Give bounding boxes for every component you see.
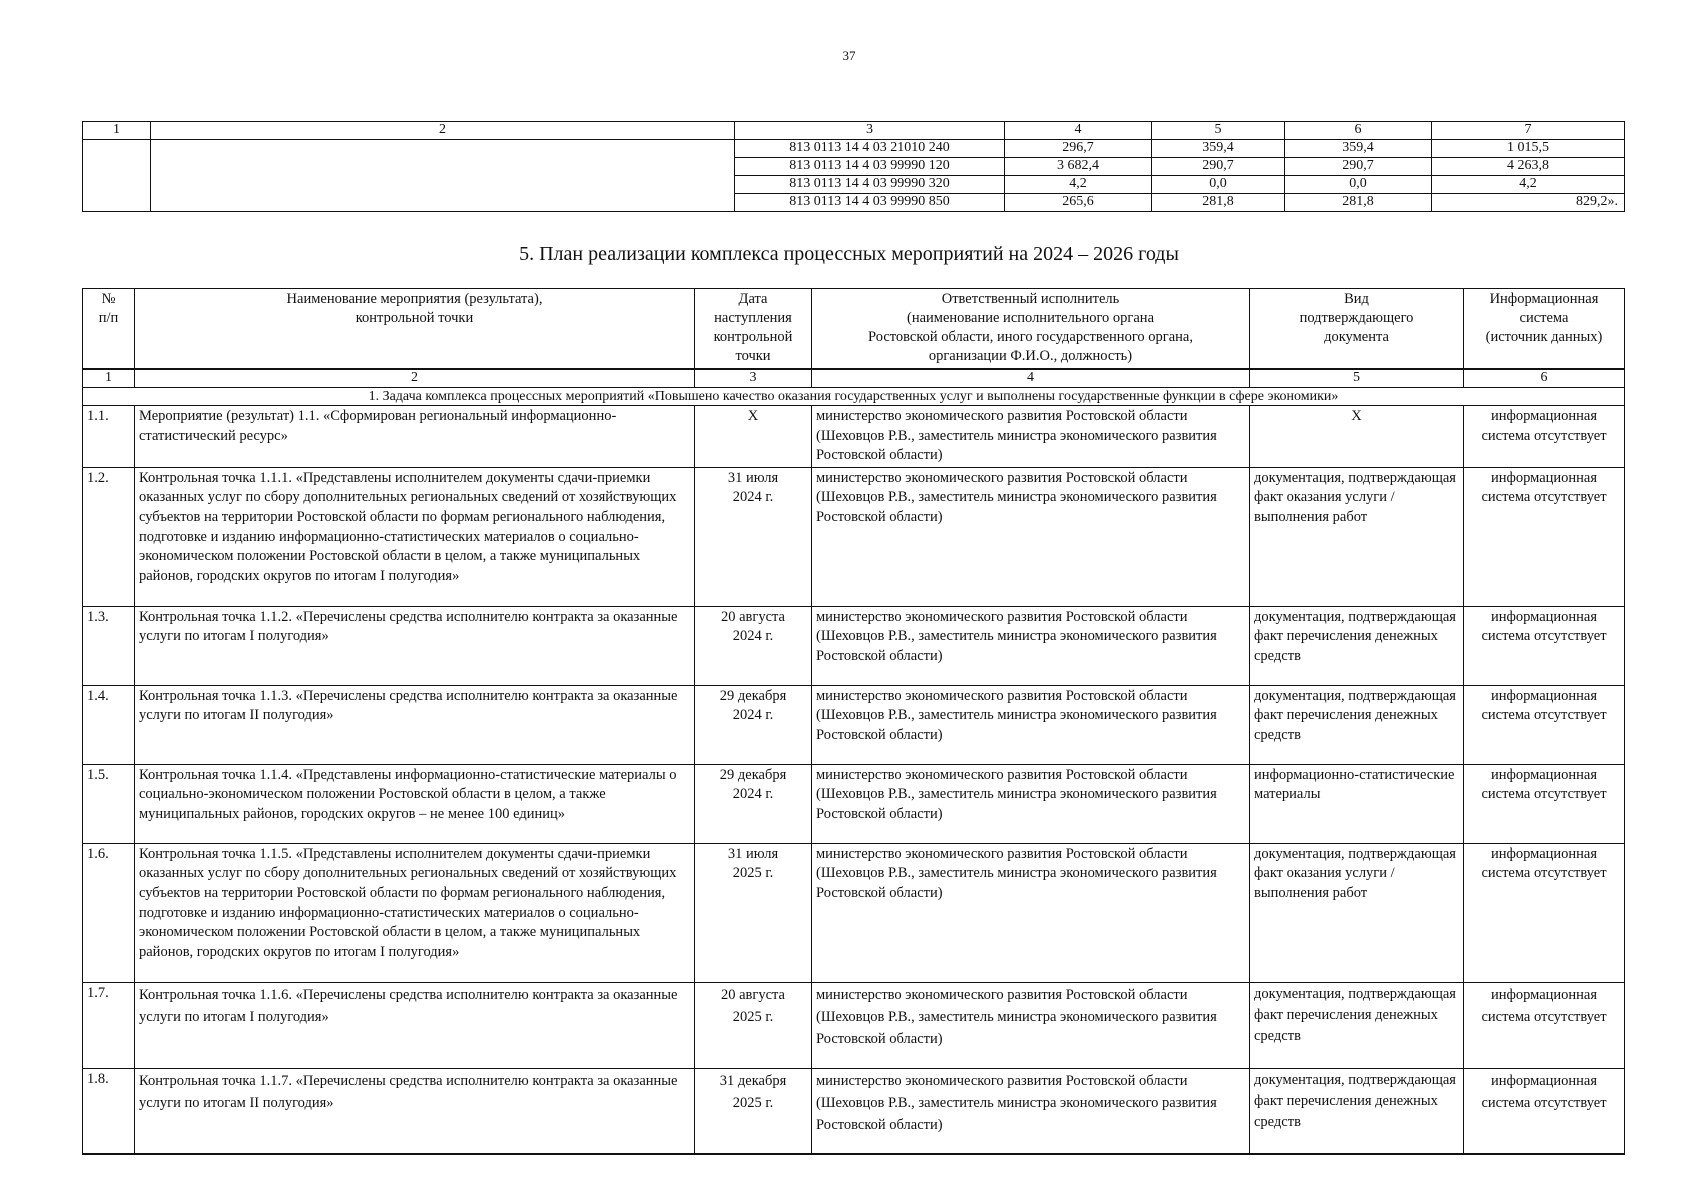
row-responsible: министерство экономического развития Ростовской области (Шеховцов Р.В., заместитель министра экономического развития Ростовской области) <box>812 843 1250 982</box>
budget-col-6: 6 <box>1285 122 1432 140</box>
budget-col-4: 4 <box>1005 122 1152 140</box>
row-date: 31 декабря 2025 г. <box>695 1068 812 1154</box>
row-responsible: министерство экономического развития Ростовской области (Шеховцов Р.В., заместитель министра экономического развития Ростовской области) <box>812 467 1250 606</box>
table-row <box>83 606 1625 685</box>
row-number: 1.5. <box>83 764 135 843</box>
row-number: 1.2. <box>83 467 135 606</box>
row-date: 31 июля 2025 г. <box>695 843 812 982</box>
table-row <box>83 843 1625 982</box>
row-name: Контрольная точка 1.1.4. «Представлены информационно-статистические материалы о социально-экономическом положении Ростовской области в целом, а также муниципальных районов, городских округов – не менее 100 единиц» <box>135 764 695 843</box>
row-system: информационная система отсутствует <box>1464 685 1625 764</box>
row-number: 1.3. <box>83 606 135 685</box>
colnum: 3 <box>695 369 812 388</box>
row-responsible: министерство экономического развития Ростовской области (Шеховцов Р.В., заместитель министра экономического развития Ростовской области) <box>812 1068 1250 1154</box>
row-responsible: министерство экономического развития Ростовской области (Шеховцов Р.В., заместитель министра экономического развития Ростовской области) <box>812 406 1250 468</box>
budget-col-1: 1 <box>83 122 151 140</box>
budget-value: 290,7 <box>1152 158 1285 176</box>
row-date: Х <box>695 406 812 468</box>
row-number: 1.6. <box>83 843 135 982</box>
table-row <box>83 467 1625 606</box>
row-name: Контрольная точка 1.1.2. «Перечислены средства исполнителю контракта за оказанные услуги по итогам I полугодия» <box>135 606 695 685</box>
plan-header-row <box>83 289 1625 370</box>
colnum: 5 <box>1250 369 1464 388</box>
row-responsible: министерство экономического развития Ростовской области (Шеховцов Р.В., заместитель министра экономического развития Ростовской области) <box>812 982 1250 1068</box>
column-numbers-row <box>83 369 1625 388</box>
budget-total: 4 263,8 <box>1432 158 1625 176</box>
budget-empty-cell <box>151 140 735 212</box>
row-system: информационная система отсутствует <box>1464 843 1625 982</box>
task-row <box>83 388 1625 406</box>
row-doc: информационно-статистические материалы <box>1250 764 1464 843</box>
colnum: 4 <box>812 369 1250 388</box>
row-doc: документация, подтверждающая факт перечисления денежных средств <box>1250 982 1464 1068</box>
table-row <box>83 764 1625 843</box>
row-doc: документация, подтверждающая факт оказания услуги / выполнения работ <box>1250 843 1464 982</box>
header-responsible: Ответственный исполнитель (наименование исполнительного органа Ростовской области, иного государственного органа, организации Ф.И.О., должность) <box>812 289 1250 370</box>
row-system: информационная система отсутствует <box>1464 764 1625 843</box>
budget-total: 4,2 <box>1432 176 1625 194</box>
budget-col-2: 2 <box>151 122 735 140</box>
row-system: информационная система отсутствует <box>1464 1068 1625 1154</box>
budget-col-3: 3 <box>735 122 1005 140</box>
header-doc: Вид подтверждающего документа <box>1250 289 1464 370</box>
row-number: 1.8. <box>83 1068 135 1154</box>
budget-total: 829,2». <box>1432 194 1625 212</box>
budget-header-row <box>83 122 1625 140</box>
budget-value: 265,6 <box>1005 194 1152 212</box>
row-doc: документация, подтверждающая факт оказания услуги / выполнения работ <box>1250 467 1464 606</box>
table-row <box>83 982 1625 1068</box>
table-row <box>83 406 1625 468</box>
row-system: информационная система отсутствует <box>1464 606 1625 685</box>
row-name: Контрольная точка 1.1.7. «Перечислены средства исполнителю контракта за оказанные услуги по итогам II полугодия» <box>135 1068 695 1154</box>
budget-code: 813 0113 14 4 03 21010 240 <box>735 140 1005 158</box>
row-responsible: министерство экономического развития Ростовской области (Шеховцов Р.В., заместитель министра экономического развития Ростовской области) <box>812 606 1250 685</box>
section-title: 5. План реализации комплекса процессных мероприятий на 2024 – 2026 годы <box>519 243 1179 265</box>
budget-value: 281,8 <box>1152 194 1285 212</box>
row-name: Контрольная точка 1.1.3. «Перечислены средства исполнителю контракта за оказанные услуги по итогам II полугодия» <box>135 685 695 764</box>
header-num: № п/п <box>83 289 135 370</box>
colnum: 1 <box>83 369 135 388</box>
budget-empty-cell <box>83 140 151 212</box>
row-responsible: министерство экономического развития Ростовской области (Шеховцов Р.В., заместитель министра экономического развития Ростовской области) <box>812 764 1250 843</box>
row-name: Контрольная точка 1.1.6. «Перечислены средства исполнителю контракта за оказанные услуги по итогам I полугодия» <box>135 982 695 1068</box>
row-doc: Х <box>1250 406 1464 468</box>
plan-table <box>82 288 1625 1155</box>
row-date: 29 декабря 2024 г. <box>695 685 812 764</box>
row-date: 20 августа 2025 г. <box>695 982 812 1068</box>
table-row <box>83 685 1625 764</box>
row-name: Контрольная точка 1.1.5. «Представлены исполнителем документы сдачи-приемки оказанных услуг по сбору дополнительных региональных сведений от хозяйствующих субъектов на территории Ростовской области по формам регионального наблюдения, подготовке и изданию информационно-статистических материалов о социально-экономическом положении Ростовской области в целом, а также муниципальных районов, городских округов по итогам I полугодия» <box>135 843 695 982</box>
budget-total: 1 015,5 <box>1432 140 1625 158</box>
row-number: 1.4. <box>83 685 135 764</box>
row-date: 29 декабря 2024 г. <box>695 764 812 843</box>
row-system: информационная система отсутствует <box>1464 406 1625 468</box>
row-name: Мероприятие (результат) 1.1. «Сформирован региональный информационно-статистический ресурс» <box>135 406 695 468</box>
budget-value: 281,8 <box>1285 194 1432 212</box>
row-system: информационная система отсутствует <box>1464 982 1625 1068</box>
budget-value: 0,0 <box>1152 176 1285 194</box>
row-number: 1.7. <box>83 982 135 1068</box>
header-name: Наименование мероприятия (результата), контрольной точки <box>135 289 695 370</box>
budget-col-7: 7 <box>1432 122 1625 140</box>
row-name: Контрольная точка 1.1.1. «Представлены исполнителем документы сдачи-приемки оказанных услуг по сбору дополнительных региональных сведений от хозяйствующих субъектов на территории Ростовской области по формам регионального наблюдения, подготовке и изданию информационно-статистических материалов о социально-экономическом положении Ростовской области в целом, а также муниципальных районов, городских округов по итогам I полугодия» <box>135 467 695 606</box>
row-date: 20 августа 2024 г. <box>695 606 812 685</box>
row-system: информационная система отсутствует <box>1464 467 1625 606</box>
row-responsible: министерство экономического развития Ростовской области (Шеховцов Р.В., заместитель министра экономического развития Ростовской области) <box>812 685 1250 764</box>
budget-table <box>82 121 1625 212</box>
budget-value: 4,2 <box>1005 176 1152 194</box>
budget-row <box>83 140 1625 158</box>
colnum: 2 <box>135 369 695 388</box>
budget-value: 3 682,4 <box>1005 158 1152 176</box>
row-doc: документация, подтверждающая факт перечисления денежных средств <box>1250 1068 1464 1154</box>
page-number: 37 <box>842 48 856 63</box>
row-number: 1.1. <box>83 406 135 468</box>
budget-value: 296,7 <box>1005 140 1152 158</box>
budget-value: 290,7 <box>1285 158 1432 176</box>
task-title: 1. Задача комплекса процессных мероприятий «Повышено качество оказания государственных услуг и выполнены государственные функции в сфере экономики» <box>83 388 1625 406</box>
header-system: Информационная система (источник данных) <box>1464 289 1625 370</box>
header-date: Дата наступления контрольной точки <box>695 289 812 370</box>
budget-col-5: 5 <box>1152 122 1285 140</box>
budget-code: 813 0113 14 4 03 99990 850 <box>735 194 1005 212</box>
budget-code: 813 0113 14 4 03 99990 320 <box>735 176 1005 194</box>
budget-code: 813 0113 14 4 03 99990 120 <box>735 158 1005 176</box>
row-doc: документация, подтверждающая факт перечисления денежных средств <box>1250 606 1464 685</box>
budget-value: 0,0 <box>1285 176 1432 194</box>
row-doc: документация, подтверждающая факт перечисления денежных средств <box>1250 685 1464 764</box>
colnum: 6 <box>1464 369 1625 388</box>
budget-value: 359,4 <box>1285 140 1432 158</box>
budget-value: 359,4 <box>1152 140 1285 158</box>
row-date: 31 июля 2024 г. <box>695 467 812 606</box>
table-row <box>83 1068 1625 1154</box>
